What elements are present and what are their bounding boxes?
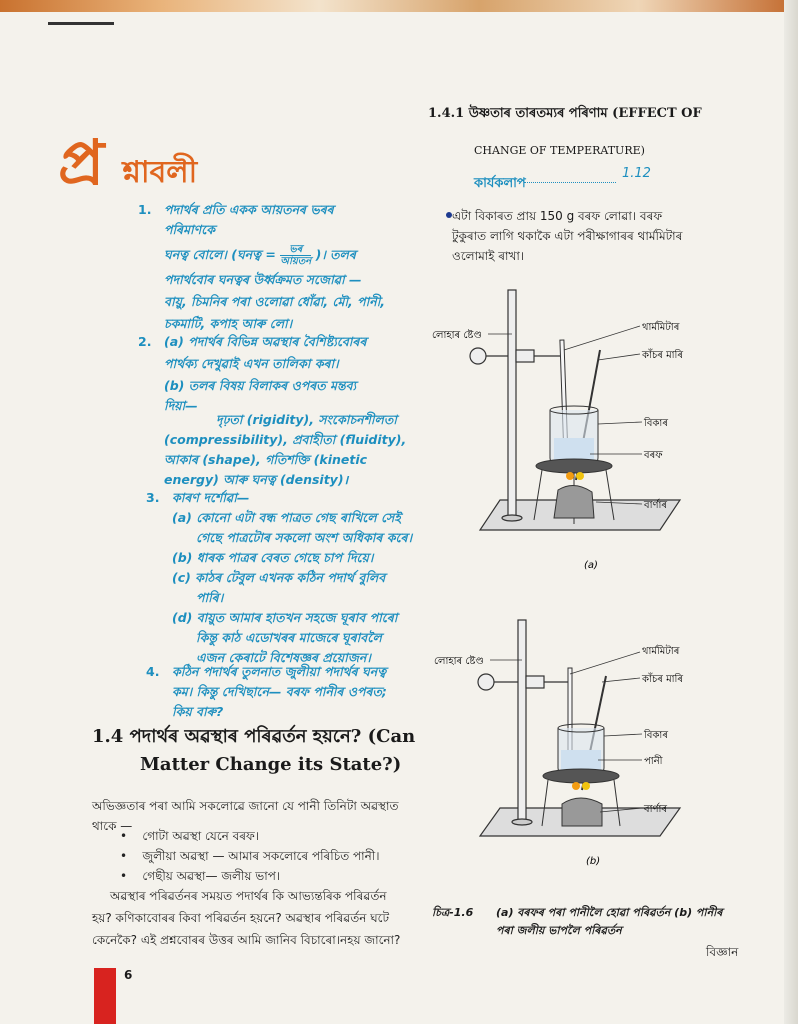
figure-label: (b) — [586, 856, 601, 867]
paragraph-line: থাকে — — [92, 819, 133, 833]
label-thermometer: থাৰ্মমিটাৰ — [642, 322, 680, 333]
q1-number: 1. — [138, 202, 152, 217]
stand-rod — [518, 620, 526, 822]
beaker — [558, 724, 604, 772]
q2-line: (compressibility), প্ৰবাহীতা (fluidity), — [164, 432, 407, 447]
q3-number: 3. — [146, 490, 160, 505]
activity-dotted-line — [524, 182, 616, 183]
q1-line: চকমাটি, কপাহ আৰু লো। — [164, 316, 293, 331]
stand-rod — [508, 290, 516, 518]
label-rod: কাঁচৰ মাৰি — [642, 674, 684, 685]
q1-line: পৰিমাণকে — [164, 222, 215, 237]
figure-1-6a — [430, 280, 750, 580]
q1-text: ঘনত্ব বোলে। (ঘনত্ব = — [164, 247, 276, 262]
burner-stone — [554, 485, 594, 518]
exercises-heading: শ্নাবলী — [122, 155, 198, 190]
q3-line: কাৰণ দৰ্শোৱা— — [172, 490, 250, 505]
q1-line: বায়ু, চিমনিৰ পৰা ওলোৱা ধোঁৱা, মৌ, পানী, — [164, 294, 386, 309]
fraction-numerator: ভৰ — [280, 244, 311, 256]
paragraph-line: অৱস্থাৰ পৰিৱৰ্তনৰ সময়ত পদাৰ্থৰ কি আভ্যন্তৰিক পৰিৱৰ্তন — [110, 889, 387, 903]
q2-line: (b) তলৰ বিষয় বিলাকৰ ওপৰত মন্তব্য — [164, 378, 357, 393]
fraction-denominator: আয়তন — [280, 256, 312, 267]
activity-line: এটা বিকাৰত প্ৰায় 150 g বৰফ লোৱা। বৰফ — [452, 209, 663, 223]
clamp-knob — [478, 674, 494, 690]
q3-line: (d) বায়ুত আমাৰ হাতখন সহজে ঘূৰাব পাৰো — [172, 610, 398, 625]
ice — [554, 438, 594, 460]
clamp-knob — [470, 348, 486, 364]
q4-line: কঠিন পদাৰ্থৰ তুলনাত জুলীয়া পদাৰ্থৰ ঘনত্ব — [172, 664, 387, 679]
q1-line: পদাৰ্থৰ প্ৰতি একক আয়তনৰ ভৰৰ — [164, 202, 334, 217]
clamp — [526, 676, 544, 688]
paragraph-line: কেনেকৈ? এই প্ৰশ্নবোৰৰ উত্তৰ আমি জানিব বিচাৰো।নহয় জানো? — [92, 933, 401, 947]
exercises-heading-initial: প্র — [58, 126, 105, 199]
q2-line: পাৰ্থক্য দেখুৱাই এখন তালিকা কৰা। — [164, 356, 339, 371]
activity-label: কাৰ্যকলাপ — [474, 176, 526, 191]
label-stand: লোহাৰ ষ্টেণ্ড — [434, 656, 484, 667]
page-number: 6 — [124, 968, 133, 982]
figure-caption-number: চিত্ৰ-1.6 — [432, 906, 474, 919]
bullet-item: • জুলীয়া অৱস্থা — আমাৰ সকলোৰে পৰিচিত পানী। — [120, 849, 380, 863]
page-corner-tab — [94, 968, 116, 1024]
q3-line: (a) কোনো এটা বন্ধ পাত্ৰত গেছ ৰাখিলে সেই — [172, 510, 401, 525]
q2-number: 2. — [138, 334, 152, 349]
section-1-4-heading: 1.4 পদাৰ্থৰ অৱস্থাৰ পৰিৱৰ্তন হয়নে? (Can — [92, 726, 416, 747]
q2-line: (a) পদাৰ্থৰ বিভিন্ন অৱস্থাৰ বৈশিষ্ট্যবোৰৰ — [164, 334, 367, 349]
q2-line: দৃঢ়তা (rigidity), সংকোচনশীলতা — [216, 412, 397, 427]
paragraph-line: অভিজ্ঞতাৰ পৰা আমি সকলোৱে জানো যে পানী তিনিটা অৱস্থাত — [92, 799, 399, 813]
q3-line: পাৰি। — [196, 590, 224, 605]
q4-line: কম। কিন্তু দেখিছানে— বৰফ পানীৰ ওপৰত; — [172, 684, 387, 699]
q2-line: energy) আৰু ঘনত্ব (density)। — [164, 472, 349, 487]
bullet-text: গেছীয় অৱস্থা— জলীয় ভাপ। — [142, 869, 281, 883]
q2-line: আকাৰ (shape), গতিশক্তি (kinetic — [164, 452, 368, 467]
bullet-item: • গেছীয় অৱস্থা— জলীয় ভাপ। — [120, 869, 281, 883]
burner-stone — [562, 798, 602, 826]
figure-caption-line: (a) বৰফৰ পৰা পানীলৈ হোৱা পৰিৱৰ্তন (b) পানীৰ — [496, 906, 723, 919]
label-beaker: বিকাৰ — [644, 418, 668, 429]
figure-label: (a) — [584, 560, 598, 571]
label-rod: কাঁচৰ মাৰি — [642, 350, 684, 361]
q3-line: এজন কেৰাটে বিশেষজ্ঞৰ প্ৰয়োজন। — [196, 650, 371, 665]
label-burner: বাৰ্ণাৰ — [644, 500, 668, 511]
q1-formula-line — [164, 244, 356, 267]
label-water: পানী — [644, 756, 663, 767]
section-1-4-1-heading-cont: CHANGE OF TEMPERATURE) — [474, 144, 645, 157]
activity-text — [452, 206, 752, 266]
label-burner: বাৰ্ণাৰ — [644, 804, 668, 815]
bullet-text: গোটা অৱস্থা যেনে বৰফ। — [142, 829, 260, 843]
activity-line: টুকুৰাত লাগি থকাকৈ এটা পৰীক্ষাগাৰৰ থাৰ্মমিটাৰ — [452, 229, 683, 243]
top-page-band — [0, 0, 798, 12]
q2-line: দিয়া— — [164, 398, 198, 413]
q3-line: (c) কাঠৰ টেবুল এখনক কঠিন পদাৰ্থ বুলিব — [172, 570, 386, 585]
q1-text: )। তলৰ — [315, 247, 356, 262]
activity-number: 1.12 — [622, 166, 651, 181]
q1-line: পদাৰ্থবোৰ ঘনত্বৰ উৰ্ধ্বক্ৰমত সজোৱা — — [164, 272, 362, 287]
figure-1-6b — [430, 612, 750, 874]
paragraph-line: হয়? কণিকাবোৰৰ কিবা পৰিৱৰ্তন হয়নে? অৱস্থাৰ পৰিৱৰ্তন ঘটে — [92, 911, 390, 925]
water — [561, 750, 601, 770]
bullet-item: • গোটা অৱস্থা যেনে বৰফ। — [120, 829, 260, 843]
section-1-4-heading-english: Matter Change its State?) — [140, 754, 402, 775]
footer-subject: বিজ্ঞান — [706, 945, 739, 959]
clamp — [516, 350, 534, 362]
q4-line: কিয় বাৰু? — [172, 704, 224, 719]
q3-line: কিন্তু কাঠ এডোখৰৰ মাজেৰে ঘূৰাবলৈ — [196, 630, 382, 645]
q3-line: (b) ধাৰক পাত্ৰৰ বেৰত গেছে চাপ দিয়ে। — [172, 550, 374, 565]
bullet-text: জুলীয়া অৱস্থা — আমাৰ সকলোৰে পৰিচিত পানী। — [142, 849, 380, 863]
activity-line: ওলোমাই ৰাখা। — [452, 249, 525, 263]
page-edge — [784, 0, 798, 1024]
q3-line: গেছে পাত্ৰটোৰ সকলো অংশ অধিকাৰ কৰে। — [196, 530, 413, 545]
label-ice: বৰফ — [644, 450, 663, 461]
label-beaker: বিকাৰ — [644, 730, 668, 741]
header-rule — [48, 22, 114, 25]
q4-number: 4. — [146, 664, 160, 679]
section-1-4-1-heading: 1.4.1 উষ্ণতাৰ তাৰতম্যৰ পৰিণাম (EFFECT OF — [428, 106, 702, 121]
label-stand: লোহাৰ ষ্টেণ্ড — [432, 330, 482, 341]
density-fraction — [280, 244, 311, 267]
label-thermometer: থাৰ্মমিটাৰ — [642, 646, 680, 657]
figure-caption-line: পৰা জলীয় ভাপলৈ পৰিৱৰ্তন — [496, 924, 622, 937]
